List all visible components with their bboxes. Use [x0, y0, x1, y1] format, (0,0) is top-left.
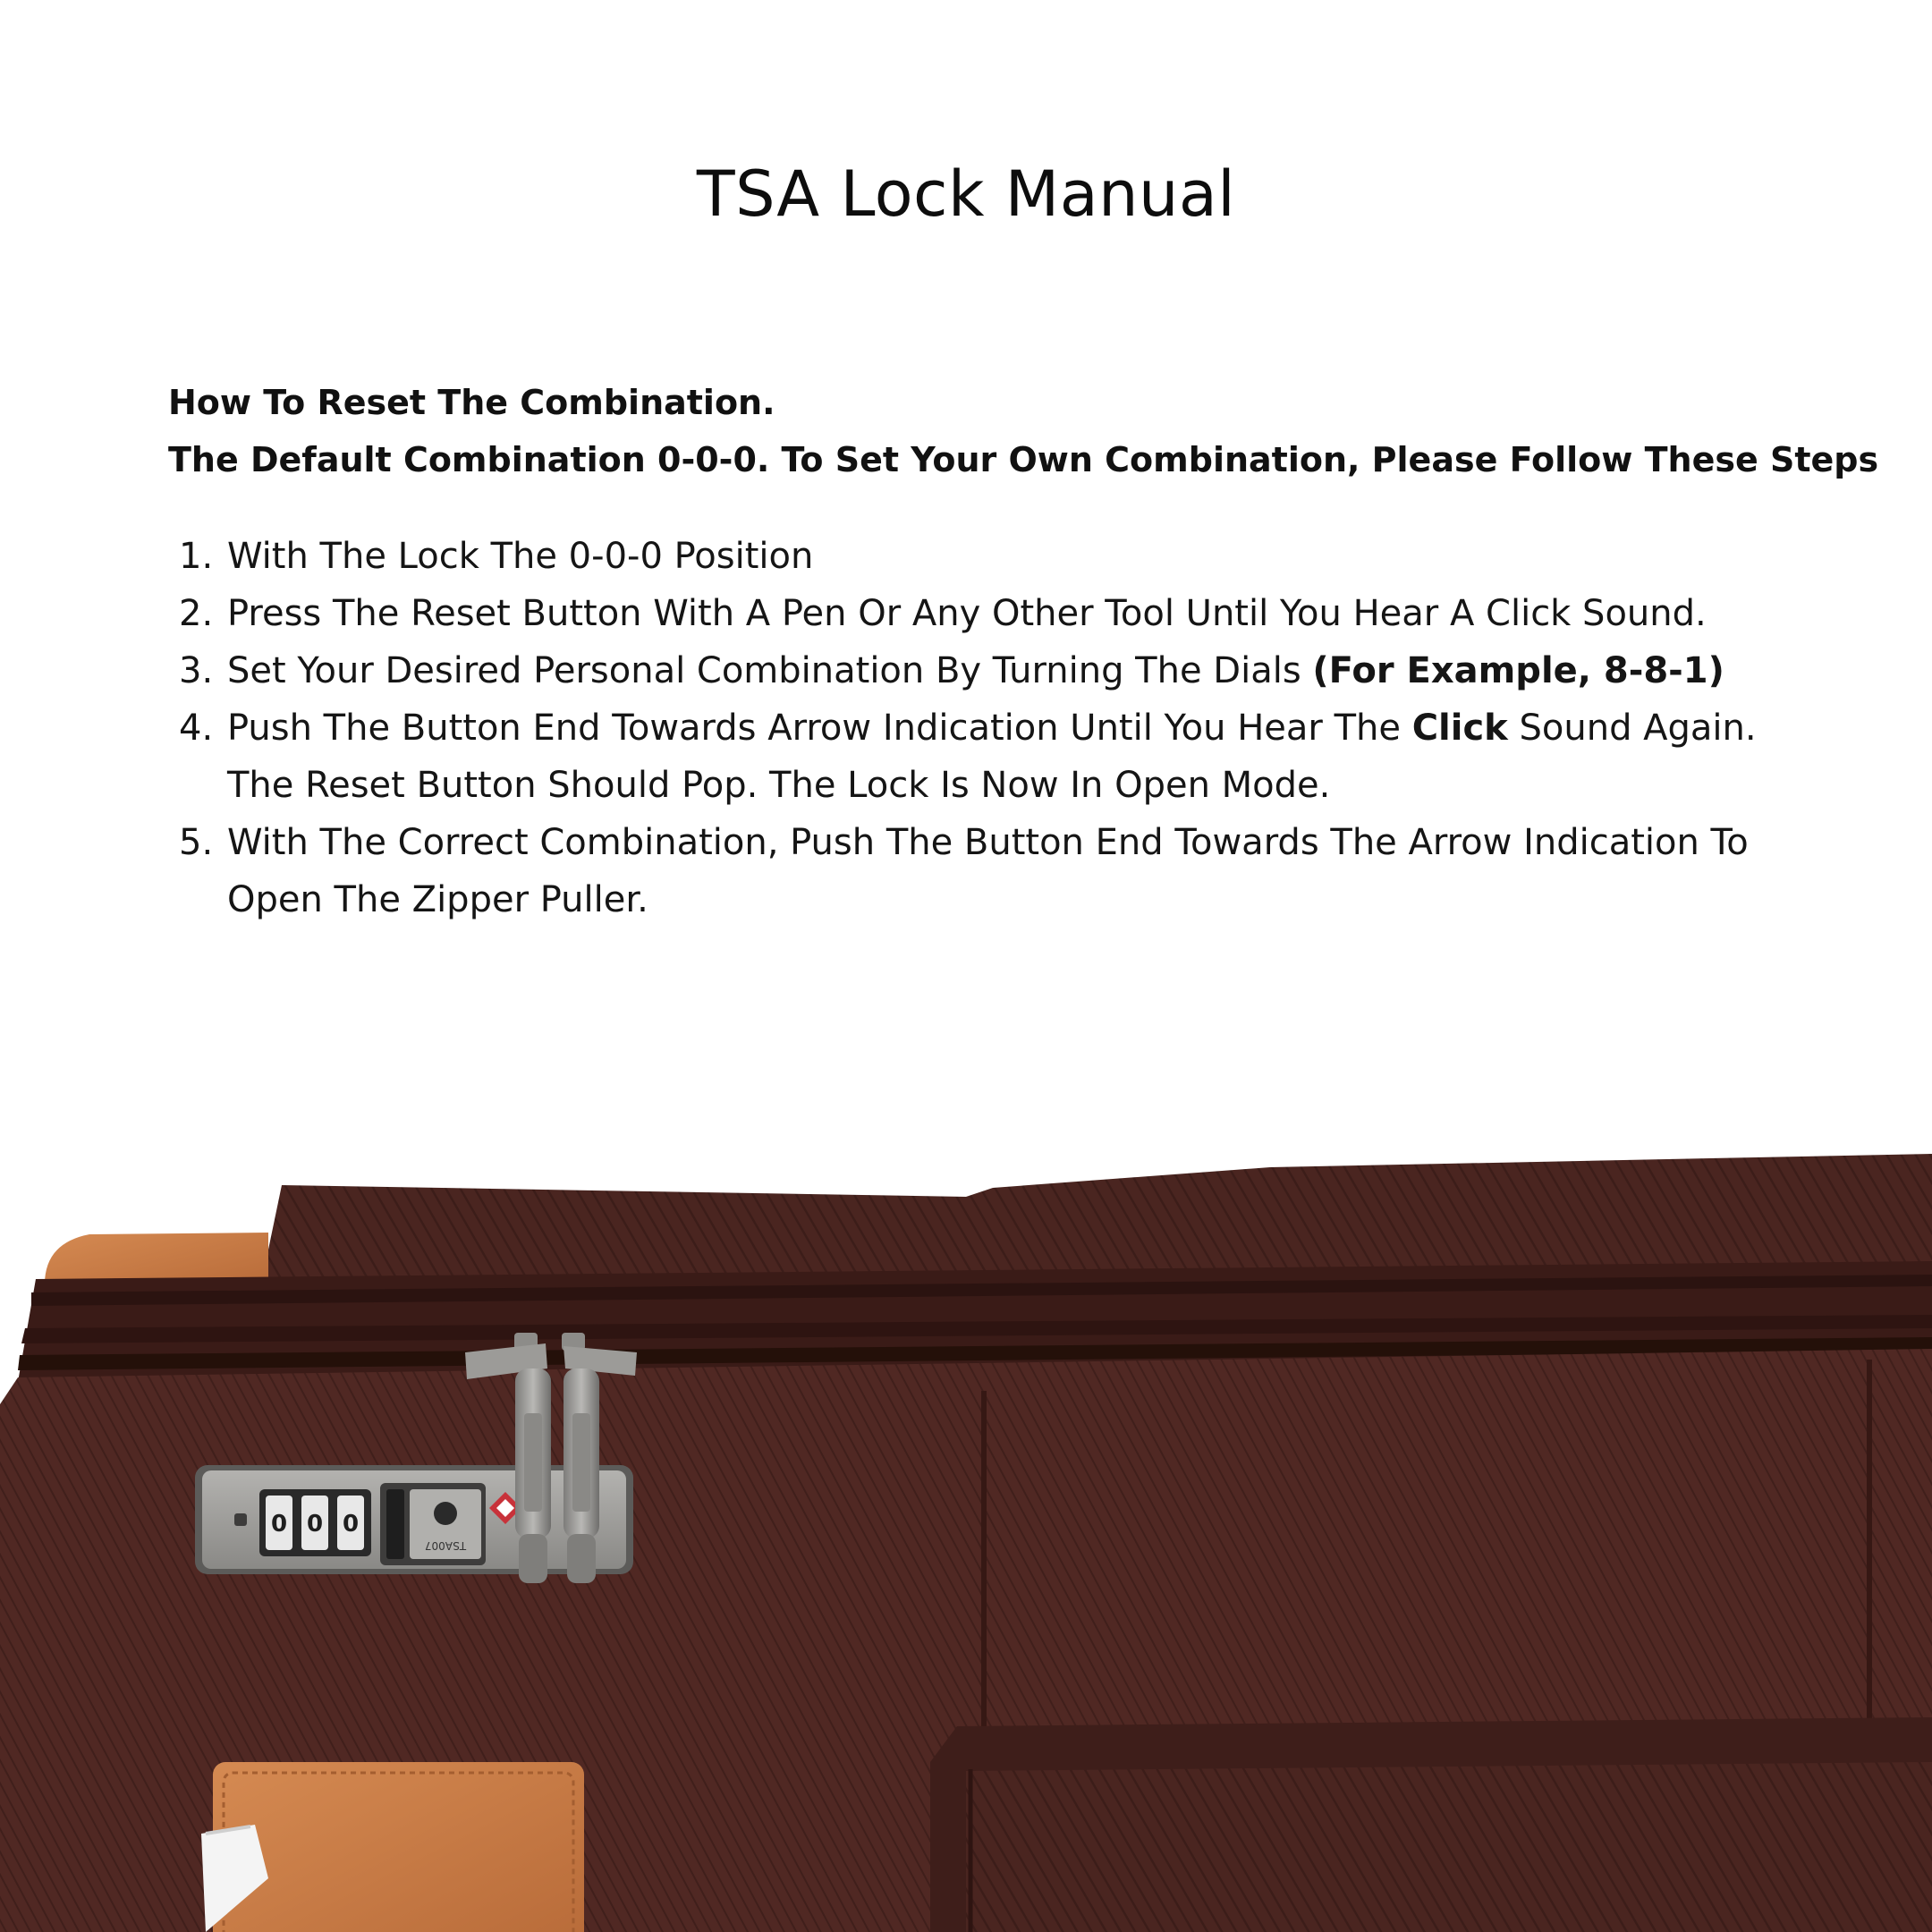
step-text: With The Correct Combination, Push The Button End Towards The Arrow Indication To — [227, 822, 1749, 863]
step-continuation: The Reset Button Should Pop. The Lock Is Now In Open Mode. — [227, 765, 1331, 806]
leather-tag — [201, 1762, 584, 1932]
step-text: Press The Reset Button With A Pen Or Any Other Tool Until You Hear A Click Sound. — [227, 593, 1707, 634]
step-number: 5. — [179, 822, 214, 863]
step-text: Set Your Desired Personal Combination By Turning The Dials — [227, 650, 1313, 691]
dial-digit: 0 — [342, 1511, 360, 1538]
step-number: 2. — [179, 593, 214, 634]
intro-heading: How To Reset The Combination. — [168, 383, 775, 422]
luggage-photo — [0, 1145, 1932, 1932]
step-item — [168, 814, 1778, 928]
dial-digit: 0 — [306, 1511, 324, 1538]
step-continuation: Open The Zipper Puller. — [227, 879, 648, 920]
step-text: With The Lock The 0-0-0 Position — [227, 536, 814, 577]
lock-model-label: TSA007 — [424, 1539, 467, 1552]
step-number: 4. — [179, 708, 214, 749]
step-item — [168, 642, 1778, 699]
step-example: (For Example, 8-8-1) — [1312, 650, 1724, 691]
step-text-after: Sound Again. — [1507, 708, 1757, 749]
step-emphasis: Click — [1411, 708, 1508, 749]
step-item — [168, 699, 1778, 814]
intro-subheading: The Default Combination 0-0-0. To Set Your Own Combination, Please Follow These Steps — [168, 440, 1879, 479]
step-text: Push The Button End Towards Arrow Indication Until You Hear The — [227, 708, 1412, 749]
steps-list — [168, 528, 1778, 928]
step-number: 3. — [179, 650, 214, 691]
step-item — [168, 528, 1778, 585]
intro-text — [168, 374, 1878, 488]
step-item — [168, 585, 1778, 642]
page-title: TSA Lock Manual — [696, 157, 1236, 231]
dial-digit: 0 — [270, 1511, 288, 1538]
step-number: 1. — [179, 536, 214, 577]
